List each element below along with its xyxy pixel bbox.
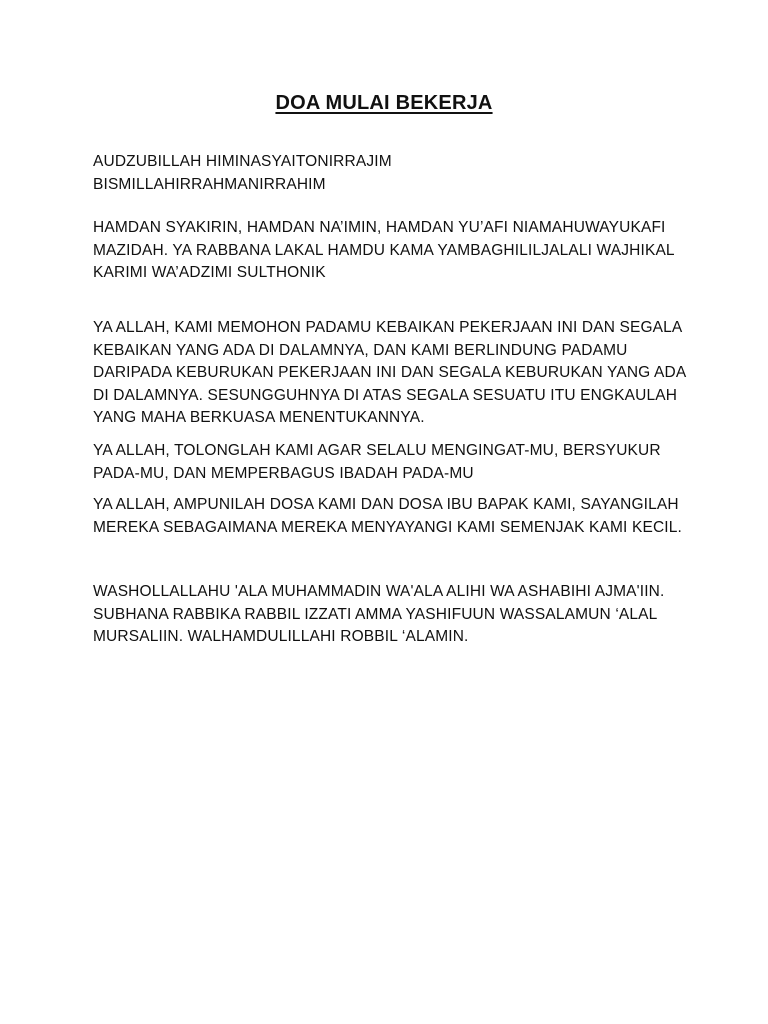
document-title: DOA MULAI BEKERJA — [275, 92, 493, 114]
paragraph-taawudz-basmalah: AUDZUBILLAH HIMINASYAITONIRRAJIM BISMILLAHIRRAHMANIRRAHIM — [93, 153, 392, 193]
paragraph-doa-kebaikan: YA ALLAH, KAMI MEMOHON PADAMU KEBAIKAN PEKERJAAN INI DAN SEGALA KEBAIKAN YANG ADA DI DALAMNYA, DAN KAMI BERLINDUNG PADAMU DARIPADA KEBURUKAN PEKERJAAN INI DAN SEGALA KEBURUKAN YANG ADA DI DALAMNYA. SESUNGGUHNYA DI ATAS SEGALA SESUATU ITU ENGKAULAH YANG MAHA BERKUASA MENENTUKANNYA. — [93, 319, 687, 426]
paragraph-penutup: WASHOLLALLAHU 'ALA MUHAMMADIN WA'ALA ALIHI WA ASHABIHI AJMA'IIN. SUBHANA RABBIKA RABBIL IZZATI AMMA YASHIFUUN WASSALAMUN ‘ALAL MURSALIIN. WALHAMDULILLAHI ROBBIL ‘ALAMIN. — [93, 583, 665, 645]
paragraph-hamdalah: HAMDAN SYAKIRIN, HAMDAN NA’IMIN, HAMDAN YU’AFI NIAMAHUWAYUKAFI MAZIDAH. YA RABBANA LAKAL HAMDU KAMA YAMBAGHILILJALALI WAJHIKAL KARIMI WA’ADZIMI SULTHONIK — [93, 219, 675, 281]
paragraph-doa-pertolongan: YA ALLAH, TOLONGLAH KAMI AGAR SELALU MENGINGAT-MU, BERSYUKUR PADA-MU, DAN MEMPERBAGUS IBADAH PADA-MU — [93, 442, 661, 482]
paragraph-doa-ampunan: YA ALLAH, AMPUNILAH DOSA KAMI DAN DOSA IBU BAPAK KAMI, SAYANGILAH MEREKA SEBAGAIMANA MEREKA MENYAYANGI KAMI SEMENJAK KAMI KECIL. — [93, 496, 682, 536]
